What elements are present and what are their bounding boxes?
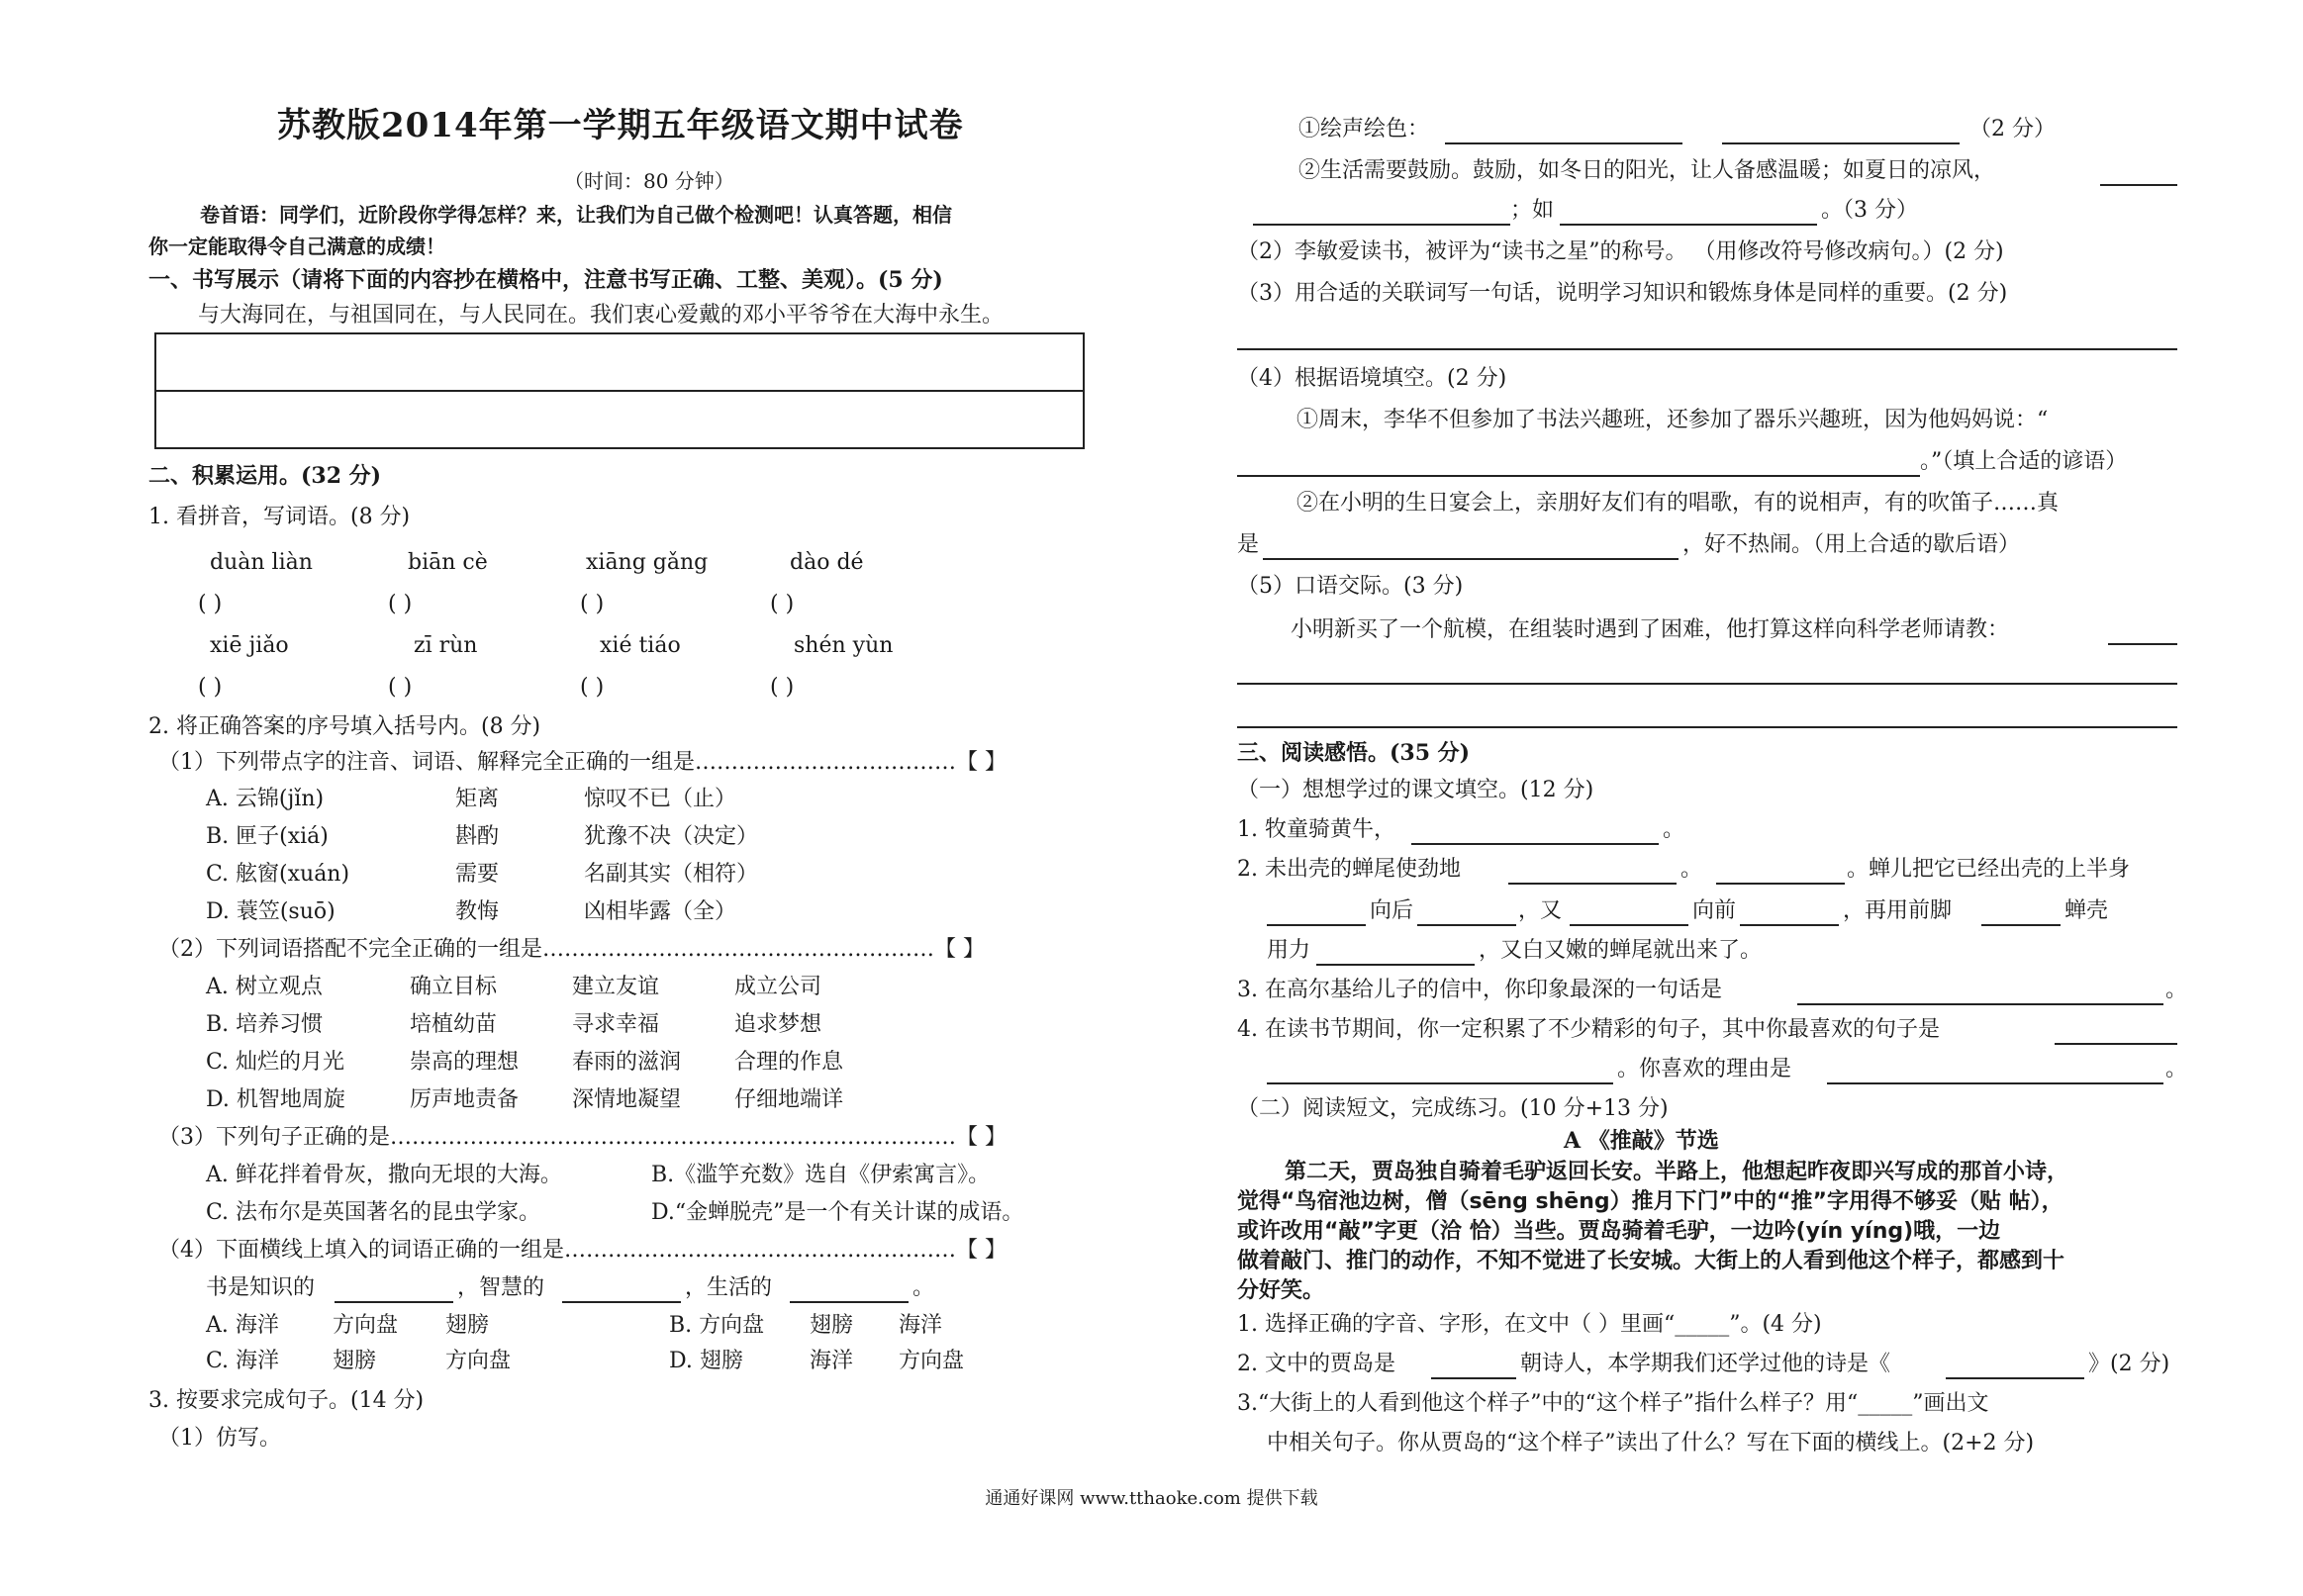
s3-q4-blank-2[interactable] [1267,1082,1613,1084]
answer-paren[interactable]: ( ) [580,592,605,616]
pinyin-6: zī rùn [414,633,478,658]
pinyin-3: xiāng gǎng [586,550,709,575]
q2-3-b: B.《滥竽充数》选自《伊索寓言》。 [651,1163,991,1187]
s3-q2-j: ，又白又嫩的蝉尾就出来了。 [1479,938,1763,963]
passage-line-1: 第二天，贾岛独自骑着毛驴返回长安。半路上，他想起昨夜即兴写成的那首小诗， [1285,1160,2069,1184]
answer-paren[interactable]: ( ) [388,592,413,616]
s3-q2-c: 。蝉儿把它已经出壳的上半身 [1847,857,2131,882]
r7-text: ①周末，李华不但参加了书法兴趣班，还参加了器乐兴趣班，因为他妈妈说：“ [1296,408,2049,432]
q3-1: （1）仿写。 [158,1426,281,1451]
s3-q2-i: 用力 [1267,938,1311,963]
q2-2-c-1: C. 灿烂的月光 [206,1050,345,1075]
q2-1-c-2: 需要 [455,862,500,887]
r10-text-a: 是 [1237,532,1260,557]
q2-1-b-2: 斟酌 [455,824,500,849]
q2-4-s4: 。 [912,1275,935,1300]
q2-2-c-4: 合理的作息 [734,1050,844,1075]
passage-line-3: 或许改用“敲”字更（洽 恰）当些。贾岛骑着毛驴，一边吟(yín yíng)哦，一边 [1237,1219,2001,1244]
preface-line-1: 卷首语：同学们，近阶段你学得怎样？来，让我们为自己做个检测吧！认真答题，相信 [200,203,952,227]
q2-2-a-3: 建立友谊 [572,975,660,999]
s3-q2-h: 蝉壳 [2064,898,2109,923]
section-3-2: （二）阅读短文，完成练习。(10 分+13 分) [1237,1096,1669,1121]
r2-blank[interactable] [2100,184,2177,186]
right-column [1237,0,2188,1596]
s3-q2-blank-7[interactable] [1981,924,2061,926]
s3-q2-d: 向后 [1370,898,1414,923]
pq2-blank-1[interactable] [1431,1377,1516,1379]
q2-title: 2. 将正确答案的序号填入括号内。(8 分) [148,714,541,739]
q2-4-s2: ，智慧的 [457,1275,545,1300]
section-3-1: （一）想想学过的课文填空。(12 分) [1237,778,1594,802]
q2-4-stem: （4）下面横线上填入的词语正确的一组是………………………………………………【 】 [158,1238,1007,1263]
q2-1-c-1: C. 舷窗(xuán) [206,862,350,887]
q2-4-c-1: C. 海洋 [206,1349,280,1373]
q3-title: 3. 按要求完成句子。(14 分) [148,1388,425,1413]
s3-q1-blank[interactable] [1411,843,1659,845]
q2-3-d: D.“金蝉脱壳”是一个有关计谋的成语。 [651,1200,1024,1225]
r1-label: ①绘声绘色： [1298,117,1430,141]
q2-1-b-3: 犹豫不决（决定） [584,824,759,849]
answer-paren[interactable]: ( ) [198,592,223,616]
s3-q2-e: ，又 [1518,898,1563,923]
s3-q3-blank[interactable] [1797,1003,2163,1005]
q2-4-b-1: B. 方向盘 [669,1313,765,1338]
section-1-title: 一、书写展示（请将下面的内容抄在横格中，注意书写正确、工整、美观）。(5 分) [148,267,943,293]
exam-time: （时间：80 分钟） [564,169,734,193]
q2-4-d-1: D. 翅膀 [669,1349,743,1373]
s3-q1: 1. 牧童骑黄牛， [1237,817,1395,842]
r3-blank-2[interactable] [1560,224,1817,226]
q1-title: 1. 看拼音，写词语。(8 分) [148,505,411,529]
pq3-b: 中相关句子。你从贾岛的“这个样子”读出了什么？写在下面的横线上。(2+2 分) [1267,1431,2035,1455]
q2-3-c: C. 法布尔是英国著名的昆虫学家。 [206,1200,541,1225]
s3-q4-blank-3[interactable] [1827,1082,2163,1084]
r8-blank[interactable] [1237,475,1920,477]
pinyin-4: dào dé [790,550,864,575]
r12-line-2[interactable] [1237,683,2177,685]
q2-2-b-1: B. 培养习惯 [206,1012,324,1037]
answer-paren[interactable]: ( ) [770,675,795,700]
q2-1-c-3: 名副其实（相符） [584,862,759,887]
q2-4-blank-2[interactable] [562,1301,681,1303]
writing-box-divider [154,390,1085,392]
s3-q2-blank-4[interactable] [1417,924,1516,926]
s3-q3-end: 。 [2165,978,2188,1002]
pq2-a: 2. 文中的贾岛是 [1237,1352,1395,1376]
passage-title: A 《推敲》节选 [1564,1128,1719,1154]
exam-title: 苏教版2014年第一学期五年级语文期中试卷 [277,106,964,145]
q2-2-d-4: 仔细地端详 [734,1087,844,1112]
passage-line-4: 做着敲门、推门的动作，不知不觉进了长安城。大街上的人看到他这个样子，都感到十 [1237,1249,2065,1273]
pq2-blank-2[interactable] [1946,1377,2084,1379]
s3-q2-f: 向前 [1692,898,1737,923]
s3-q2-blank-5[interactable] [1570,924,1688,926]
r8-text: 。”（填上合适的谚语） [1920,449,2128,474]
q2-4-d-3: 方向盘 [899,1349,965,1373]
r3-text-a: ；如 [1510,198,1555,223]
r12-text: 小明新买了一个航模，在组装时遇到了困难，他打算这样向科学老师请教： [1291,617,2010,642]
answer-paren[interactable]: ( ) [198,675,223,700]
pinyin-2: biān cè [408,550,488,575]
r12-line-3[interactable] [1237,726,2177,728]
q2-1-d-1: D. 蓑笠(suō) [206,899,336,924]
s3-q2-blank-1[interactable] [1508,883,1677,885]
section-3-title: 三、阅读感悟。(35 分) [1237,740,1471,766]
s3-q2-b: 。 [1680,857,1703,882]
answer-paren[interactable]: ( ) [770,592,795,616]
q2-4-s1: 书是知识的 [206,1275,316,1300]
s3-q4-end: 。 [2165,1057,2188,1081]
section-2-title: 二、积累运用。(32 分) [148,463,382,489]
answer-paren[interactable]: ( ) [388,675,413,700]
pinyin-7: xié tiáo [600,633,681,658]
r1-blank-2[interactable] [1722,142,1960,144]
footer-credit: 通通好课网 www.tthaoke.com 提供下载 [985,1488,1318,1509]
left-column [148,0,1158,1596]
q2-2-d-3: 深情地凝望 [572,1087,682,1112]
q2-4-a-1: A. 海洋 [206,1313,279,1338]
s3-q2-g: ，再用前脚 [1843,898,1953,923]
q2-1-b-1: B. 匣子(xiá) [206,824,329,849]
q2-4-b-3: 海洋 [899,1313,943,1338]
s3-q2-blank-3[interactable] [1267,924,1366,926]
q2-2-d-1: D. 机智地周旋 [206,1087,345,1112]
q2-4-blank-1[interactable] [335,1301,453,1303]
q2-4-a-2: 方向盘 [333,1313,399,1338]
q2-4-blank-3[interactable] [790,1301,909,1303]
q2-2-a-1: A. 树立观点 [206,975,323,999]
q2-2-b-4: 追求梦想 [734,1012,822,1037]
pinyin-1: duàn liàn [210,550,313,575]
s3-q4-blank-1[interactable] [2055,1043,2177,1045]
pq2-c: 》(2 分) [2088,1352,2170,1376]
q2-2-b-2: 培植幼苗 [410,1012,498,1037]
r3-blank-1[interactable] [1253,224,1510,226]
r12-blank[interactable] [2108,643,2177,645]
r4-text: （2）李敏爱读书，被评为“读书之星”的称号。 （用修改符号修改病句。）(2 分) [1237,239,2004,264]
s3-q4: 4. 在读书节期间，你一定积累了不少精彩的句子，其中你最喜欢的句子是 [1237,1017,1940,1042]
pq3: 3.“大街上的人看到他这个样子”中的“这个样子”指什么样子？用“_____”画出文 [1237,1391,1989,1416]
q2-2-d-2: 厉声地责备 [410,1087,520,1112]
section-1-text: 与大海同在，与祖国同在，与人民同在。我们衷心爱戴的邓小平爷爷在大海中永生。 [198,303,1005,328]
s3-q4-b: 。你喜欢的理由是 [1617,1057,1792,1081]
q2-4-c-2: 翅膀 [333,1349,377,1373]
q2-2-a-2: 确立目标 [410,975,498,999]
r10-text-b: ，好不热闹。（用上合适的歇后语） [1682,532,2021,557]
q2-3-stem: （3）下列句子正确的是……………………………………………………………………【 】 [158,1125,1007,1150]
q2-1-stem: （1）下列带点字的注音、词语、解释完全正确的一组是………………………………【 】 [158,750,1007,775]
r11-text: （5）口语交际。(3 分) [1237,574,1464,599]
r3-text-b: 。（3 分） [1821,198,1918,223]
r10-blank[interactable] [1263,558,1679,560]
s3-q2-blank-2[interactable] [1716,883,1845,885]
r5-text: （3）用合适的关联词写一句话，说明学习知识和锻炼身体是同样的重要。(2 分) [1237,281,2008,306]
q2-2-b-3: 寻求幸福 [572,1012,660,1037]
s3-q2-blank-6[interactable] [1740,924,1839,926]
r5-answer-line[interactable] [1237,348,2177,350]
preface-line-2: 你一定能取得令自己满意的成绩！ [148,235,445,258]
q2-1-d-2: 教悔 [455,899,500,924]
q2-2-c-2: 崇高的理想 [410,1050,520,1075]
q2-3-a: A. 鲜花拌着骨灰，撒向无垠的大海。 [206,1163,562,1187]
q2-4-b-2: 翅膀 [810,1313,854,1338]
q2-2-stem: （2）下列词语搭配不完全正确的一组是………………………………………………【 】 [158,937,985,962]
pq1: 1. 选择正确的字音、字形，在文中（ ）里画“_____”。(4 分) [1237,1312,1822,1337]
r9-text: ②在小明的生日宴会上，亲朋好友们有的唱歌，有的说相声，有的吹笛子……真 [1296,491,2060,516]
passage-line-5: 分好笑。 [1237,1278,1325,1303]
q2-1-d-3: 凶相毕露（全） [584,899,737,924]
s3-q2-blank-8[interactable] [1316,964,1475,966]
r1-score: （2 分） [1969,117,2056,141]
q2-1-a-2: 矩离 [455,787,500,811]
answer-paren[interactable]: ( ) [580,675,605,700]
pinyin-5: xiē jiǎo [210,633,289,658]
s3-q3: 3. 在高尔基给儿子的信中，你印象最深的一句话是 [1237,978,1722,1002]
pinyin-8: shén yùn [794,633,894,658]
pq2-b: 朝诗人，本学期我们还学过他的诗是《 [1520,1352,1891,1376]
q2-4-a-3: 翅膀 [445,1313,490,1338]
r2-text: ②生活需要鼓励。鼓励，如冬日的阳光，让人备感温暖；如夏日的凉风， [1298,158,1996,183]
q2-4-d-2: 海洋 [810,1349,854,1373]
r1-blank-1[interactable] [1445,142,1682,144]
q2-1-a-3: 惊叹不已（止） [584,787,737,811]
q2-4-s3: ，生活的 [685,1275,773,1300]
q2-2-c-3: 春雨的滋润 [572,1050,682,1075]
q2-1-a-1: A. 云锦(jǐn) [206,787,325,811]
s3-q2-a: 2. 未出壳的蝉尾使劲地 [1237,857,1461,882]
q2-4-c-3: 方向盘 [445,1349,512,1373]
q2-2-a-4: 成立公司 [734,975,822,999]
passage-line-2: 觉得“鸟宿池边树，僧（sēng shēng）推月下门”中的“推”字用得不够妥（贴 帖）， [1237,1189,2063,1214]
r6-text: （4）根据语境填空。(2 分) [1237,366,1507,391]
s3-q1-end: 。 [1663,817,1685,842]
